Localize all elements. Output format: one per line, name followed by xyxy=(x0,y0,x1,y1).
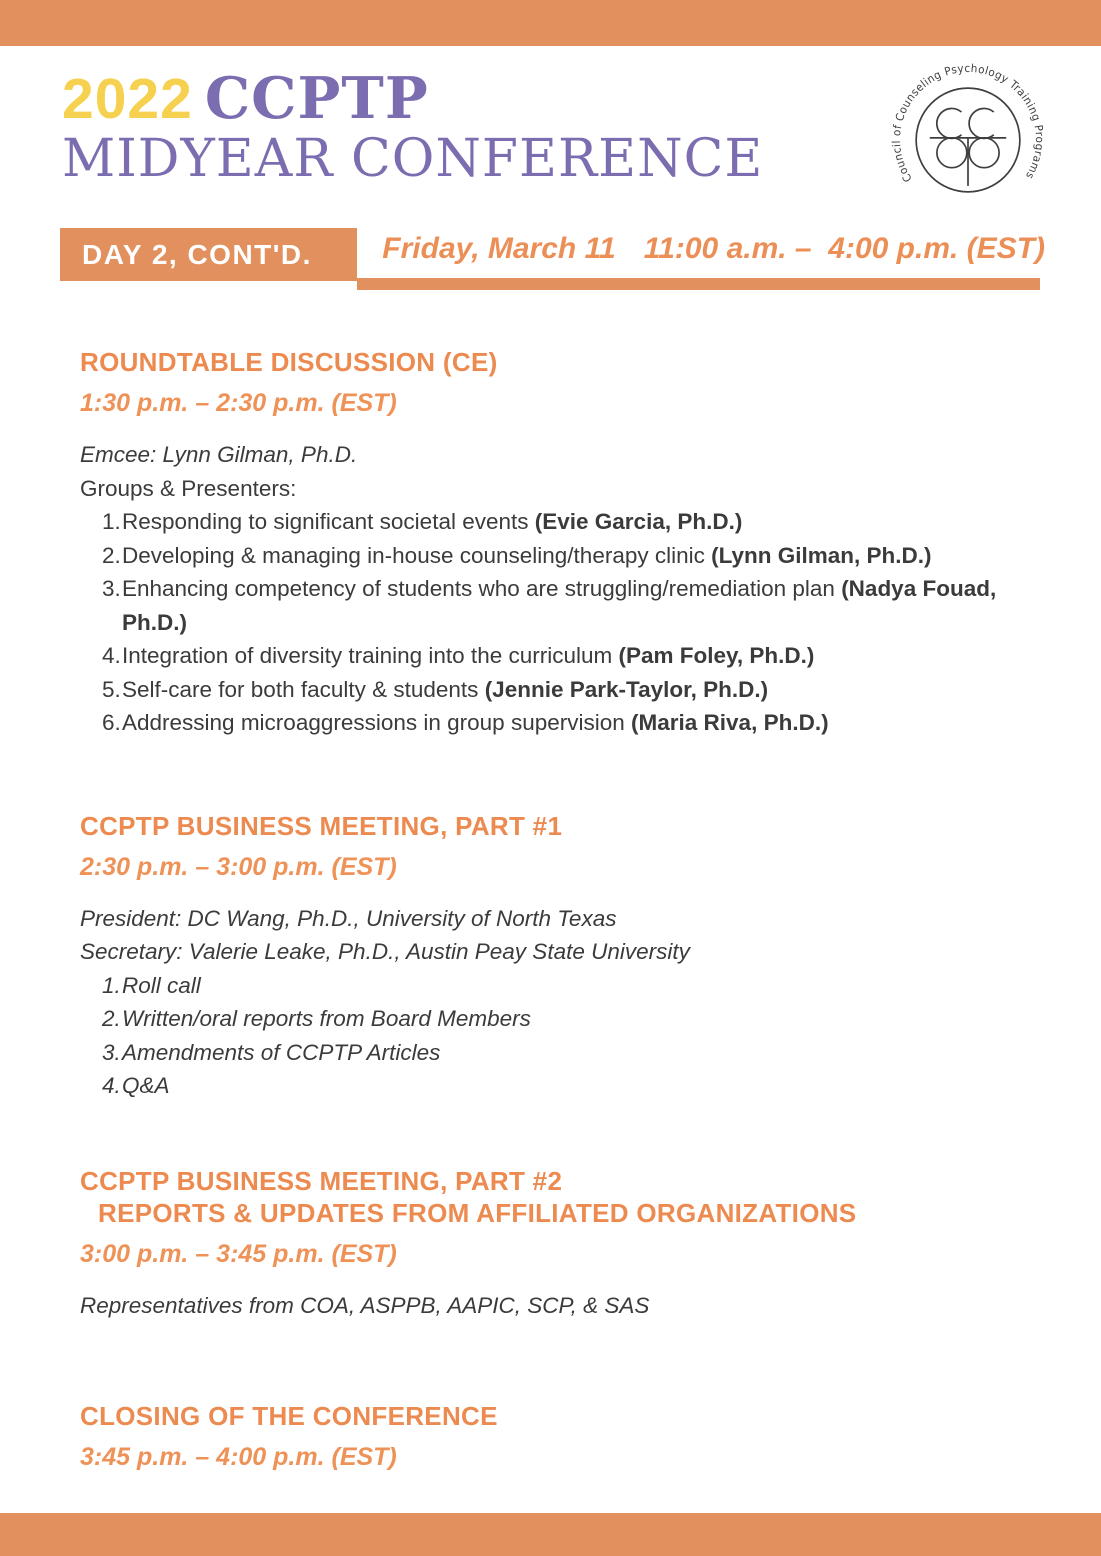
title-line-1 xyxy=(62,65,763,132)
item-presenter: (Jennie Park-Taylor, Ph.D.) xyxy=(484,676,769,702)
item-text: Enhancing competency of students who are struggling/remediation plan xyxy=(122,576,842,601)
representatives-line: Representatives from COA, ASPPB, AAPIC, SCP, & SAS xyxy=(80,1292,650,1318)
list-item: Roll call xyxy=(122,972,201,998)
groups-presenters-label: Groups & Presenters: xyxy=(80,475,297,501)
item-text: Responding to significant societal events xyxy=(122,509,535,534)
item-text: Self-care for both faculty & students xyxy=(122,676,485,702)
section-business-meeting-1 xyxy=(80,810,1043,1103)
item-text: Integration of diversity training into the curriculum xyxy=(122,643,619,668)
item-text: Developing & managing in-house counseling/therapy clinic xyxy=(122,542,712,568)
section-time: 3:00 p.m. – 3:45 p.m. (EST) xyxy=(80,1239,397,1268)
item-presenter: (Pam Foley, Ph.D.) xyxy=(618,643,815,668)
logo-o-right-icon xyxy=(969,138,999,168)
item-text: Addressing microaggressions in group supervision xyxy=(122,710,632,735)
president-line: President: DC Wang, Ph.D., University of North Texas xyxy=(80,905,617,931)
title-subtitle: MIDYEAR CONFERENCE xyxy=(62,129,764,189)
list-item xyxy=(80,706,1043,740)
section-business-meeting-2 xyxy=(80,1165,1043,1323)
list-item: Written/oral reports from Board Members xyxy=(122,1006,531,1031)
logo-o-left-icon xyxy=(937,138,967,168)
section-body xyxy=(80,902,1043,1103)
item-presenter: (Lynn Gilman, Ph.D.) xyxy=(711,542,932,568)
ccptp-logo xyxy=(883,55,1053,225)
logo-c-right-icon xyxy=(969,108,994,138)
section-body xyxy=(80,1289,1043,1323)
list-item: Amendments of CCPTP Articles xyxy=(122,1039,441,1065)
logo-c-left-icon xyxy=(937,108,962,138)
page-title xyxy=(62,65,764,189)
section-time: 3:45 p.m. – 4:00 p.m. (EST) xyxy=(80,1443,397,1471)
item-presenter: (Evie Garcia, Ph.D.) xyxy=(534,509,743,534)
business-meeting-agenda-list xyxy=(80,969,1043,1103)
section-heading: CCPTP BUSINESS MEETING, PART #1 xyxy=(80,810,563,841)
list-item xyxy=(80,673,1043,707)
section-heading-line2: REPORTS & UPDATES FROM AFFILIATED ORGANIZATIONS xyxy=(98,1197,857,1228)
title-year: 2022 xyxy=(62,67,193,131)
title-acronym: CCPTP xyxy=(204,65,429,132)
item-presenter: (Maria Riva, Ph.D.) xyxy=(631,710,829,735)
roundtable-groups-list xyxy=(80,505,1043,740)
section-heading: CCPTP BUSINESS MEETING, PART #2 xyxy=(80,1165,563,1196)
day-banner xyxy=(0,228,1101,292)
top-orange-band xyxy=(0,0,1101,46)
section-heading: ROUNDTABLE DISCUSSION (CE) xyxy=(80,347,498,377)
banner-time: 11:00 a.m. – 4:00 p.m. (EST) xyxy=(643,232,1045,265)
banner-date: Friday, March 11 xyxy=(382,232,616,265)
list-item xyxy=(80,539,1043,573)
section-closing xyxy=(80,1400,1043,1472)
schedule-content xyxy=(80,346,1043,1472)
list-item xyxy=(80,639,1043,673)
secretary-line: Secretary: Valerie Leake, Ph.D., Austin Peay State University xyxy=(80,939,690,964)
list-item xyxy=(80,505,1043,539)
item-presenter: (Nadya Fouad, Ph.D.) xyxy=(122,576,997,635)
bottom-orange-band xyxy=(0,1513,1101,1556)
section-time: 2:30 p.m. – 3:00 p.m. (EST) xyxy=(80,852,397,881)
day-label-box xyxy=(60,228,357,281)
list-item xyxy=(80,572,1043,639)
section-body xyxy=(80,438,1043,740)
emcee-line: Emcee: Lynn Gilman, Ph.D. xyxy=(80,442,358,467)
logo-ring-text: Council of Counseling Psychology Training Programs xyxy=(889,61,1047,185)
section-time: 1:30 p.m. – 2:30 p.m. (EST) xyxy=(80,389,397,417)
list-item: Q&A xyxy=(122,1073,170,1098)
banner-underline-strip xyxy=(357,278,1040,290)
day-label: DAY 2, CONT'D. xyxy=(82,238,312,270)
section-heading: CLOSING OF THE CONFERENCE xyxy=(80,1401,498,1431)
section-roundtable-discussion xyxy=(80,346,1043,740)
date-time-line xyxy=(382,232,1045,266)
